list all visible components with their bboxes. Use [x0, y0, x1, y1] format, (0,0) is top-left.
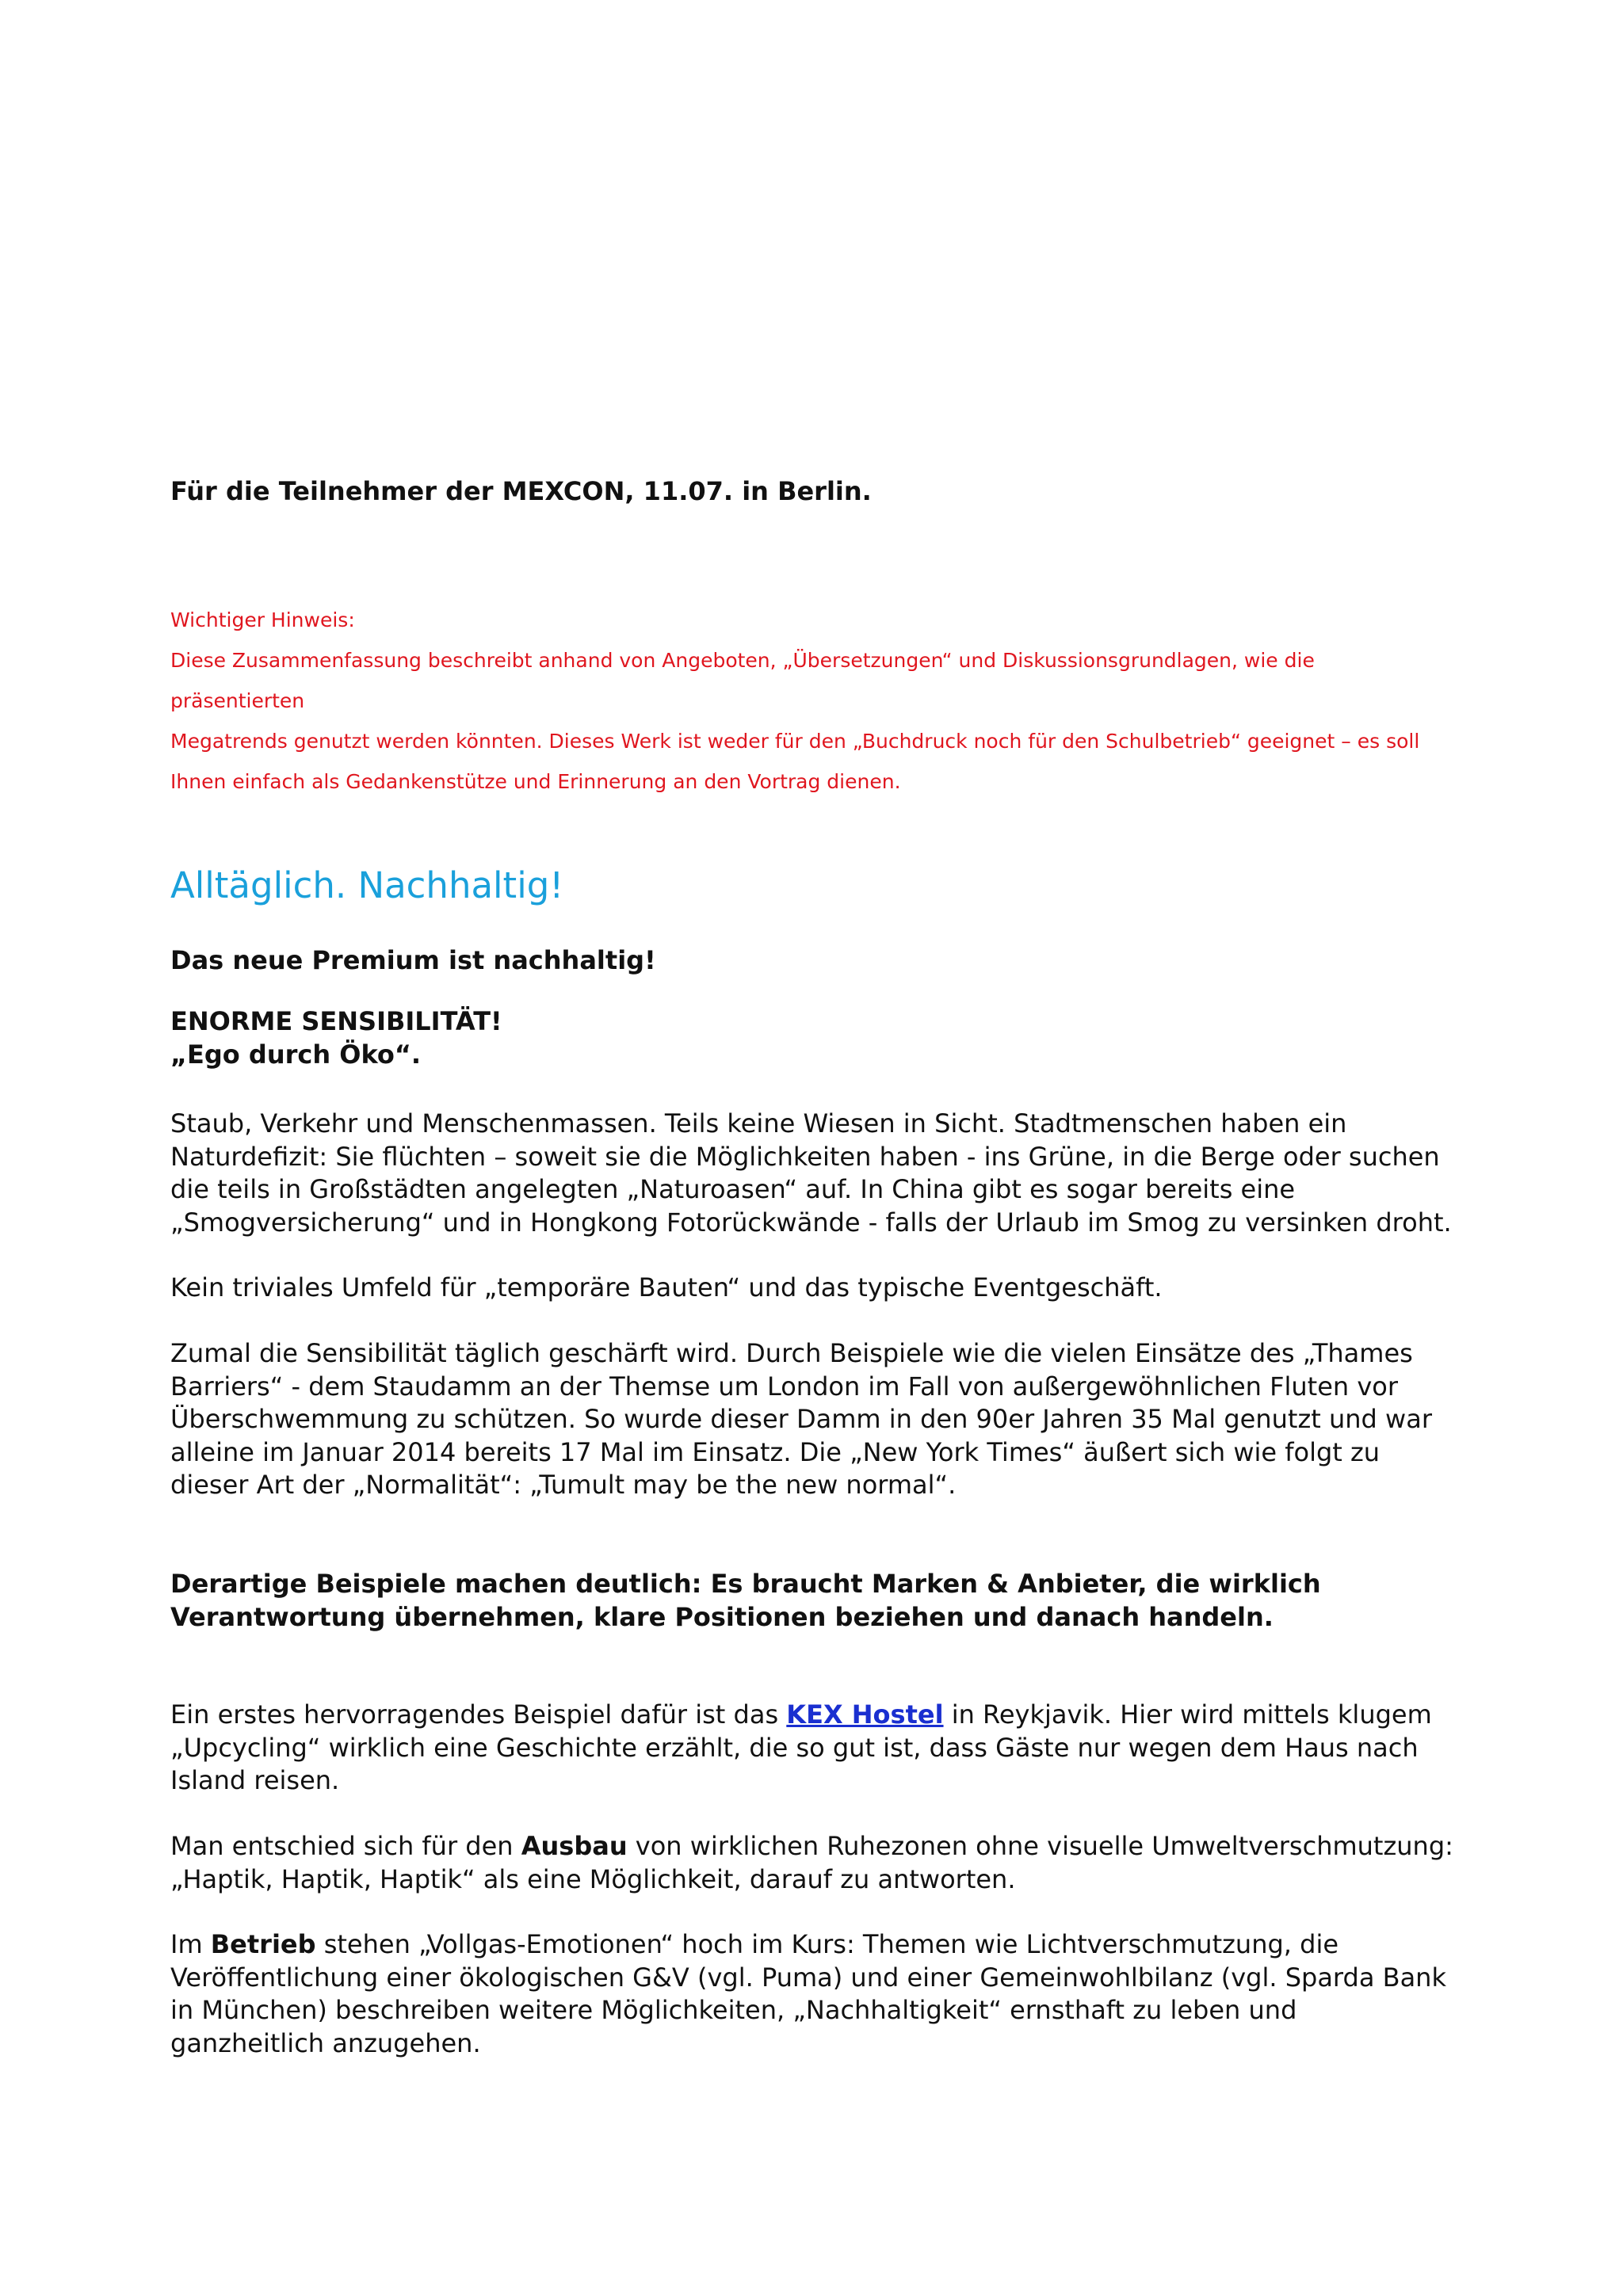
paragraph-text: in Reykjavik. Hier wird mittels klugem „Upcycling“ wirklich eine Geschichte erzählt, die so gut ist, dass Gäste nur wegen dem Haus nach Island reisen.: [170, 1699, 1432, 1795]
section-subheading: Das neue Premium ist nachhaltig!: [170, 945, 656, 975]
enorme-heading-line2: „Ego durch Öko“.: [170, 1039, 422, 1070]
notice-line: Megatrends genutzt werden könnten. Dieses Werk ist weder für den „Buchdruck noch für den Schulbetrieb“ geeignet – es soll: [170, 730, 1420, 753]
paragraph-sensibilitaet: Zumal die Sensibilität täglich geschärft wird. Durch Beispiele wie die vielen Einsätze des „Thames Barriers“ - dem Staudamm an der Themse um London im Fall von außergewöhnlichen Fluten vor Überschwemmung zu schützen. So wurde dieser Damm in den 90er Jahren 35 Mal genutzt und war alleine im Januar 2014 bereits 17 Mal im Einsatz. Die „New York Times“ äußert sich wie folgt zu dieser Art der „Normalität“: „Tumult may be the new normal“.: [170, 1338, 1432, 1500]
important-notice: [170, 600, 1454, 802]
enorme-heading: [170, 1005, 1454, 1071]
betrieb-emphasis: Betrieb: [210, 1929, 316, 1959]
paragraph-text: Ein erstes hervorragendes Beispiel dafür ist das: [170, 1699, 787, 1730]
notice-label: Wichtiger Hinweis:: [170, 608, 355, 631]
paragraph-text: Im: [170, 1929, 211, 1959]
paragraph-kex-hostel: [170, 1699, 1454, 1798]
section-headline: Alltäglich. Nachhaltig!: [170, 864, 564, 906]
paragraph-text: Man entschied sich für den: [170, 1831, 521, 1861]
notice-line: Diese Zusammenfassung beschreibt anhand von Angeboten, „Übersetzungen“ und Diskussionsgrundlagen, wie die präsentierten: [170, 649, 1315, 712]
paragraph-verantwortung: Derartige Beispiele machen deutlich: Es braucht Marken & Anbieter, die wirklich Verantwortung übernehmen, klare Positionen beziehen und danach handeln.: [170, 1569, 1321, 1632]
paragraph-umfeld: Kein triviales Umfeld für „temporäre Bauten“ und das typische Eventgeschäft.: [170, 1272, 1163, 1302]
paragraph-text: stehen „Vollgas-Emotionen“ hoch im Kurs: Themen wie Lichtverschmutzung, die Veröffentlichung einer ökologischen G&V (vgl. Puma) und einer Gemeinwohlbilanz (vgl. Sparda Bank in München) beschreiben weitere Möglichkeiten, „Nachhaltigkeit“ ernsthaft zu leben und ganzheitlich anzugehen.: [170, 1929, 1446, 2058]
paragraph-text: von wirklichen Ruhezonen ohne visuelle Umweltverschmutzung: „Haptik, Haptik, Haptik“ als eine Möglichkeit, darauf zu antworten.: [170, 1831, 1453, 1894]
enorme-heading-line1: ENORME SENSIBILITÄT!: [170, 1006, 502, 1036]
kex-hostel-link[interactable]: KEX Hostel: [786, 1699, 944, 1730]
ausbau-emphasis: Ausbau: [521, 1831, 628, 1861]
intro-heading: Für die Teilnehmer der MEXCON, 11.07. in Berlin.: [170, 476, 872, 506]
paragraph-ausbau: [170, 1830, 1454, 1896]
notice-line: Ihnen einfach als Gedankenstütze und Erinnerung an den Vortrag dienen.: [170, 770, 901, 793]
paragraph-betrieb: [170, 1928, 1454, 2060]
paragraph-naturdefizit: Staub, Verkehr und Menschenmassen. Teils keine Wiesen in Sicht. Stadtmenschen haben ein Naturdefizit: Sie flüchten – soweit sie die Möglichkeiten haben - ins Grüne, in die Berge oder suchen die teils in Großstädten angelegten „Naturoasen“ auf. In China gibt es sogar bereits eine „Smogversicherung“ und in Hongkong Fotorückwände - falls der Urlaub im Smog zu versinken droht.: [170, 1108, 1452, 1238]
